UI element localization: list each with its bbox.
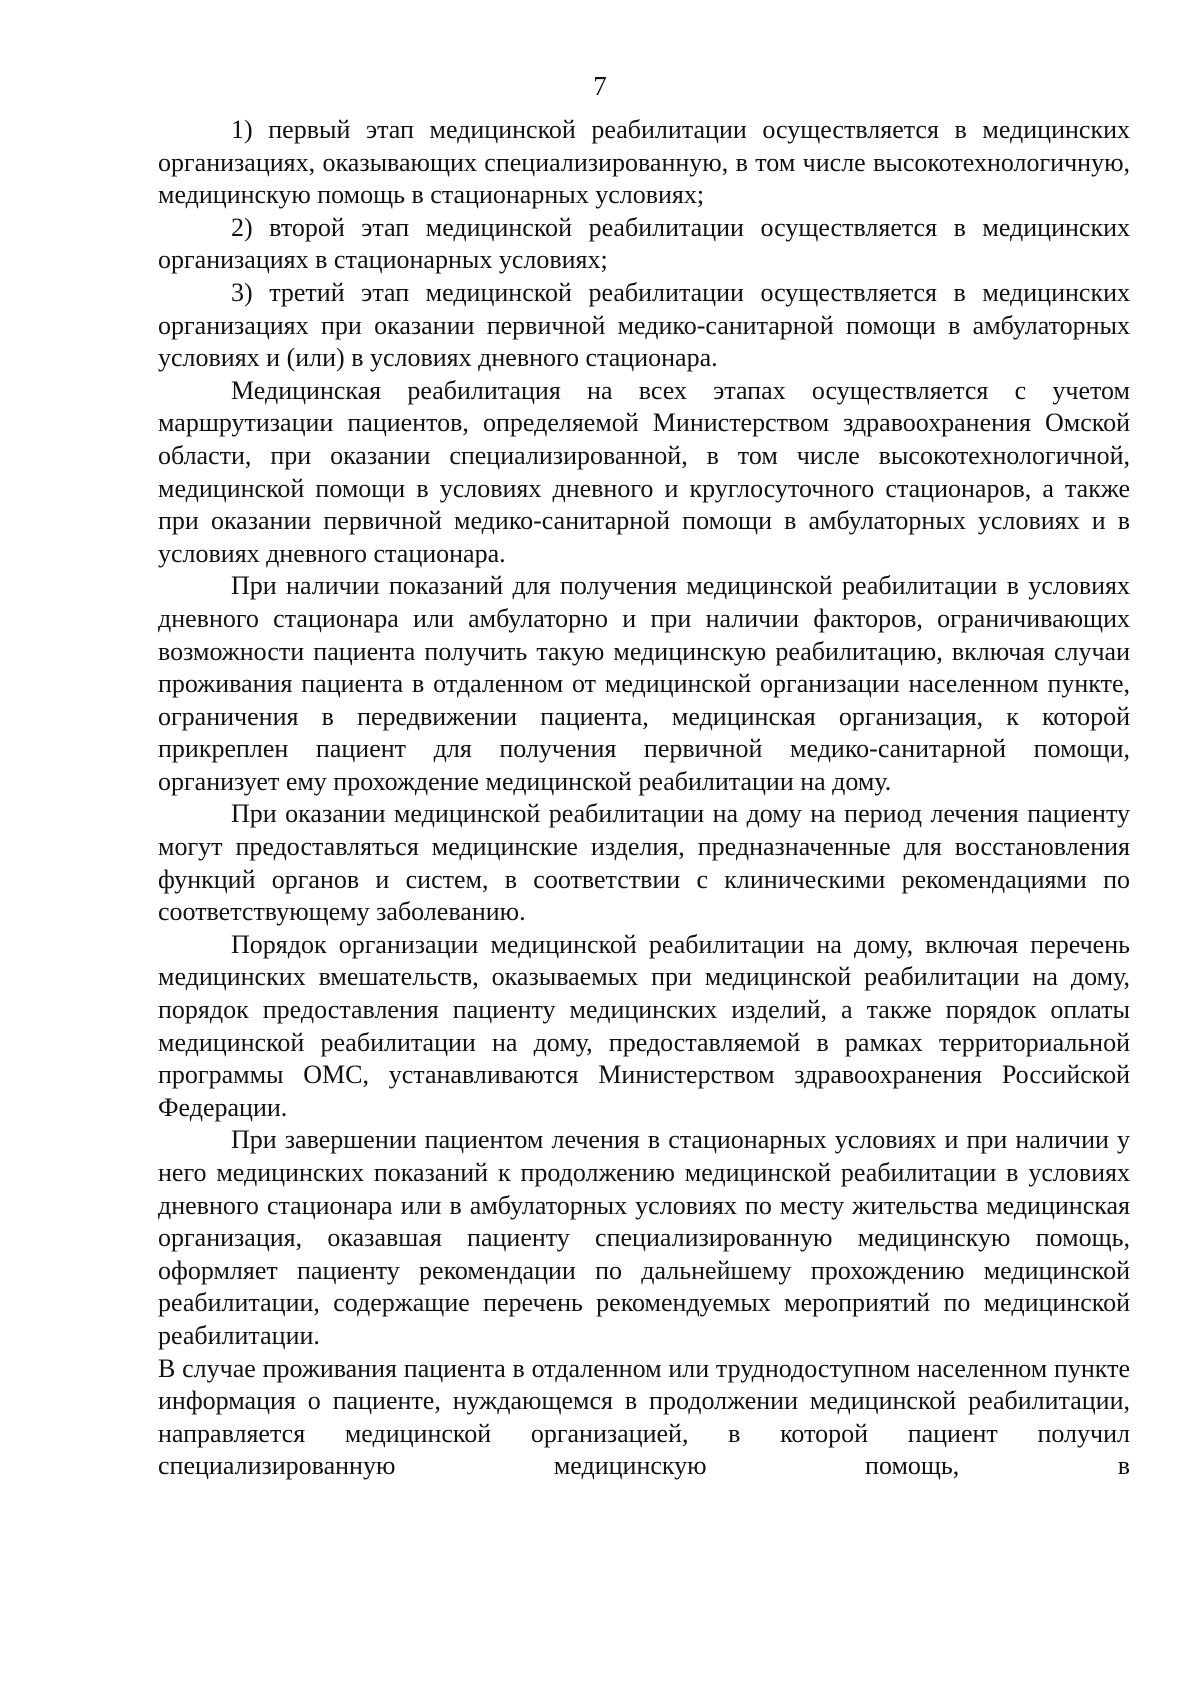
paragraph-remote-residence: В случае проживания пациента в отдаленном или труднодоступном населенном пункте информация о пациенте, нуждающемся в продолжении медицинской реабилитации, направляется медицинской организацией, в которой пациент получил специализированную медицинскую помощь, в (158, 1353, 1130, 1481)
paragraph-routing: Медицинская реабилитация на всех этапах осуществляется с учетом маршрутизации пациентов, определяемой Министерством здравоохранения Омской области, при оказании специализированной, в том числе высокотехнологичной, медицинской помощи в условиях дневного и круглосуточного стационаров, а также при оказании первичной медико-санитарной помощи в амбулаторных условиях и в условиях дневного стационара. (158, 375, 1130, 568)
paragraph-stage-2: 2) второй этап медицинской реабилитации осуществляется в медицинских организациях в стационарных условиях; (158, 212, 1130, 275)
paragraph-stage-3: 3) третий этап медицинской реабилитации осуществляется в медицинских организациях при оказании первичной медико-санитарной помощи в амбулаторных условиях и (или) в условиях дневного стационара. (158, 277, 1130, 373)
paragraph-procedure: Порядок организации медицинской реабилитации на дому, включая перечень медицинских вмешательств, оказываемых при медицинской реабилитации на дому, порядок предоставления пациенту медицинских изделий, а также порядок оплаты медицинской реабилитации на дому, предоставляемой в рамках территориальной программы ОМС, устанавливаются Министерством здравоохранения Российской Федерации. (158, 929, 1130, 1122)
paragraph-medical-devices: При оказании медицинской реабилитации на дому на период лечения пациенту могут предоставляться медицинские изделия, предназначенные для восстановления функций органов и систем, в соответствии с клиническими рекомендациями по соответствующему заболеванию. (158, 799, 1130, 927)
paragraph-stage-1: 1) первый этап медицинской реабилитации осуществляется в медицинских организациях, оказывающих специализированную, в том числе высокотехнологичную, медицинскую помощь в стационарных условиях; (158, 115, 1130, 210)
paragraph-recommendations: При завершении пациентом лечения в стационарных условиях и при наличии у него медицинских показаний к продолжению медицинской реабилитации в условиях дневного стационара или в амбулаторных условиях по месту жительства медицинская организация, оказавшая пациенту специализированную медицинскую помощь, оформляет пациенту рекомендации по дальнейшему прохождению медицинской реабилитации, содержащие перечень рекомендуемых мероприятий по медицинской реабилитации. (158, 1125, 1130, 1350)
page-number: 7 (593, 71, 607, 101)
paragraph-home-rehabilitation: При наличии показаний для получения медицинской реабилитации в условиях дневного стационара или амбулаторно и при наличии факторов, ограничивающих возможности пациента получить такую медицинскую реабилитацию, включая случаи проживания пациента в отдаленном от медицинской организации населенном пункте, ограничения в передвижении пациента, медицинская организация, к которой прикреплен пациент для получения первичной медико-санитарной помощи, организует ему прохождение медицинской реабилитации на дому. (158, 571, 1130, 796)
document-body (158, 114, 1130, 1483)
